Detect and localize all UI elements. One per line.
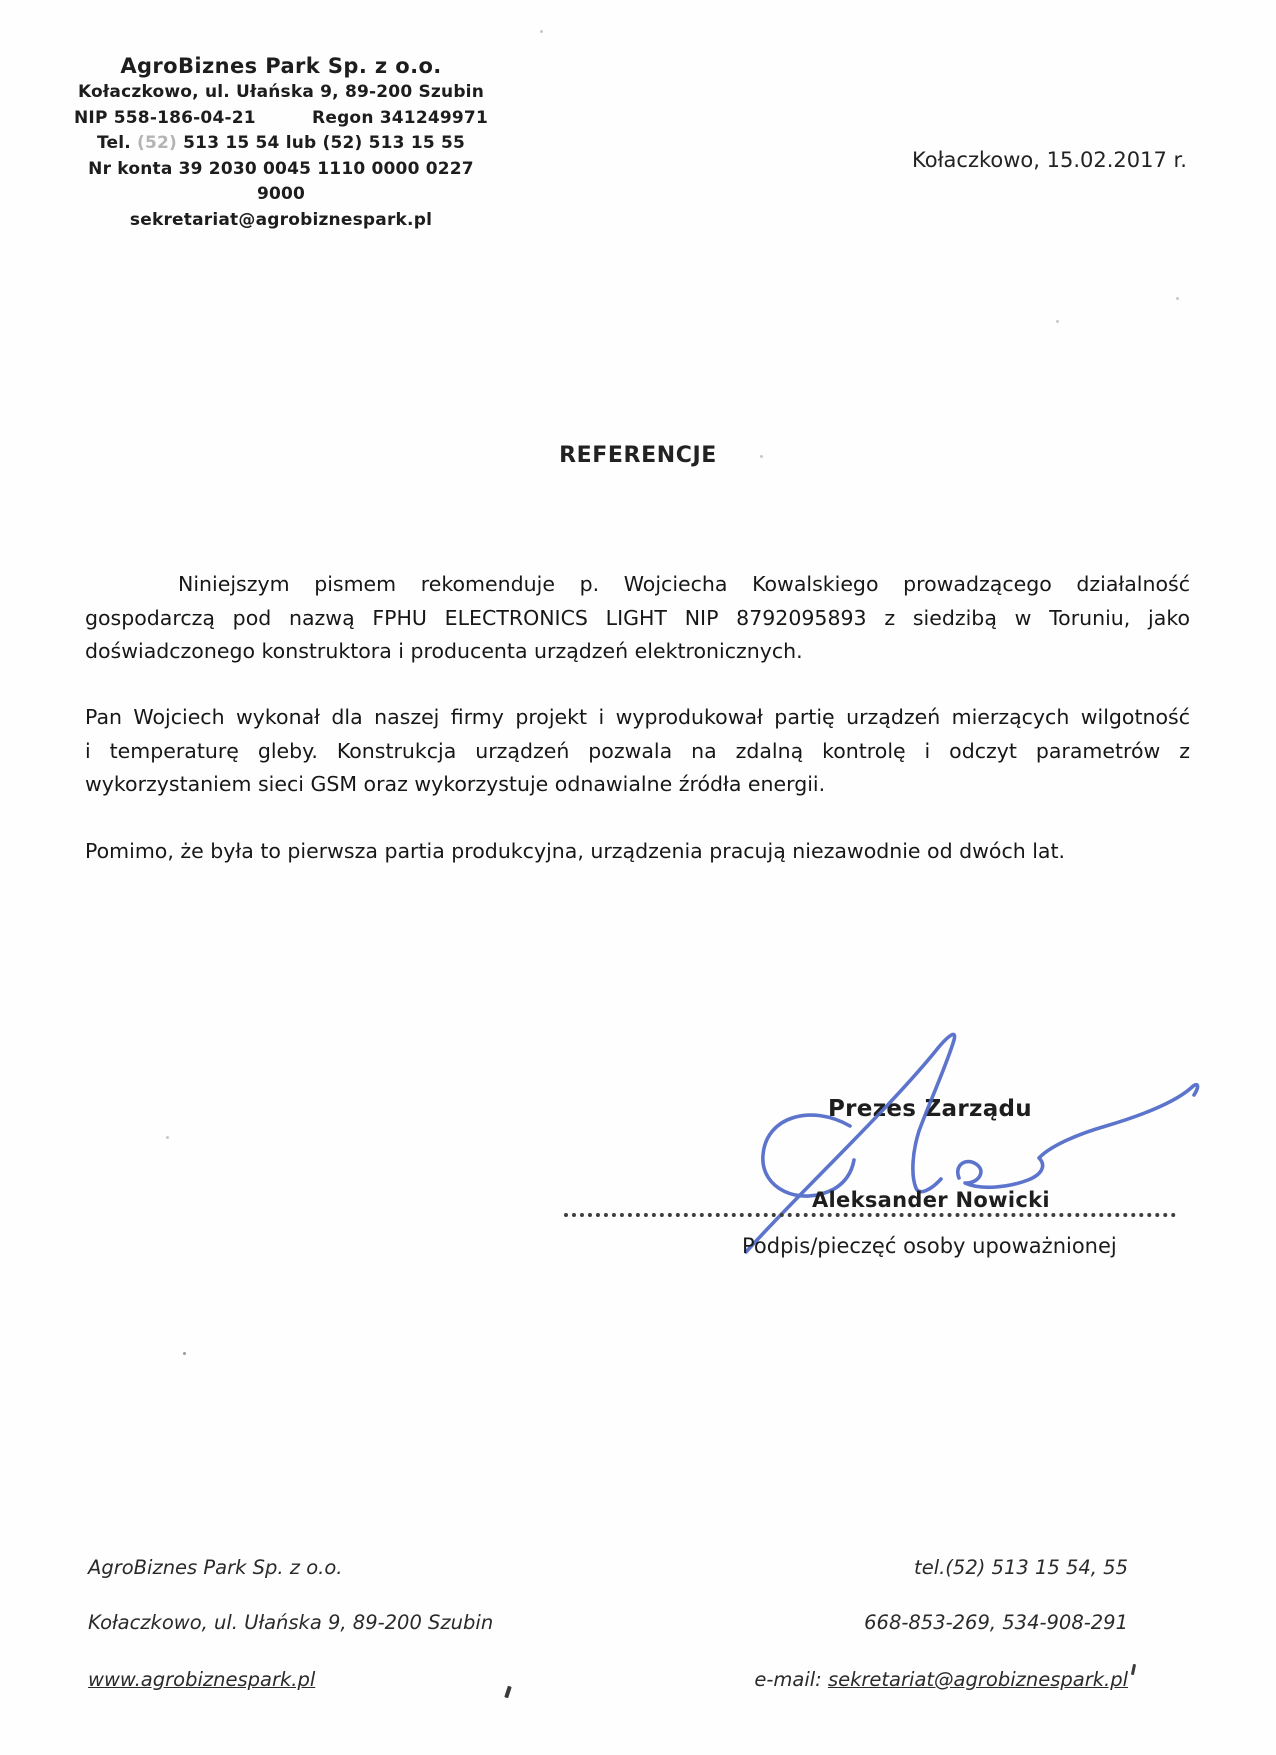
footer-email — [754, 1668, 1128, 1691]
stamp-email: sekretariat@agrobiznespark.pl — [129, 209, 433, 230]
paragraph-line: i temperaturę gleby. Konstrukcja urządzeń pozwala na zdalną kontrolę i odczyt parametrów z — [85, 738, 1190, 763]
paragraph-line: Pomimo, że była to pierwsza partia produkcyjna, urządzenia pracują niezawodnie od dwóch lat. — [85, 839, 1066, 863]
footer-address: Kołaczkowo, ul. Ułańska 9, 89-200 Szubin — [88, 1611, 494, 1634]
scan-speck — [540, 30, 543, 33]
paragraph-line: Niniejszym pismem rekomenduje p. Wojciecha Kowalskiego prowadzącego działalność — [178, 572, 1190, 596]
scan-artifact-mark — [504, 1686, 512, 1699]
signature-name-stamp: Aleksander Nowicki — [812, 1188, 1050, 1212]
signature-caption: Podpis/pieczęć osoby upoważnionej — [742, 1234, 1117, 1258]
letterhead-stamp — [72, 52, 490, 233]
body-paragraph-1 — [85, 568, 1190, 669]
paragraph-line: doświadczonego konstruktora i producenta urządzeń elektronicznych. — [85, 639, 803, 663]
footer-website-link: www.agrobiznespark.pl — [88, 1668, 316, 1691]
scan-speck — [1056, 320, 1059, 323]
scan-speck — [166, 1136, 169, 1139]
stamp-nip-regon-row — [72, 106, 490, 132]
date-line: Kołaczkowo, 15.02.2017 r. — [912, 148, 1187, 172]
paragraph-line: Pan Wojciech wykonał dla naszej firmy projekt i wyprodukował partię urządzeń mierzących wilgotność — [85, 705, 1190, 729]
scan-artifact-mark — [1131, 1664, 1136, 1675]
body-paragraph-2 — [85, 701, 1190, 802]
footer-company: AgroBiznes Park Sp. z o.o. — [88, 1556, 343, 1579]
paragraph-line: wykorzystaniem sieci GSM oraz wykorzystuje odnawialne źródła energii. — [85, 772, 826, 796]
stamp-regon: Regon 341249971 — [312, 107, 488, 128]
footer-mobile-numbers: 668-853-269, 534-908-291 — [864, 1611, 1128, 1634]
footer-email-link: sekretariat@agrobiznespark.pl — [827, 1668, 1128, 1691]
stamp-nip: NIP 558-186-04-21 — [74, 107, 256, 128]
footer-email-label: e-mail: — [754, 1668, 828, 1691]
signature-stroke-slash — [746, 1035, 955, 1252]
paragraph-line: gospodarczą pod nazwą FPHU ELECTRONICS LIGHT NIP 8792095893 z siedzibą w Toruniu, jako — [85, 605, 1190, 630]
handwritten-signature-ink — [560, 1018, 1220, 1268]
stamp-phone-faded-part: (52) — [137, 133, 178, 153]
signature-stroke-oval — [763, 1115, 854, 1196]
stamp-bank-account: Nr konta 39 2030 0045 1110 0000 0227 9000 — [88, 158, 474, 204]
stamp-phone: Tel. (52) 513 15 54 lub (52) 513 15 55 — [96, 133, 466, 153]
stamp-company-name: AgroBiznes Park Sp. z o.o. — [120, 54, 442, 78]
scan-speck — [1176, 297, 1179, 300]
stamp-address: Kołaczkowo, ul. Ułańska 9, 89-200 Szubin — [77, 82, 485, 102]
document-title: REFERENCJE — [559, 443, 717, 468]
scan-speck — [183, 1352, 186, 1355]
scan-speck — [760, 455, 763, 458]
signature-dotted-line — [564, 1213, 1176, 1217]
body-paragraph-3 — [85, 835, 1190, 869]
signature-role-stamp: Prezes Zarządu — [828, 1096, 1032, 1122]
footer-phone: tel.(52) 513 15 54, 55 — [914, 1556, 1128, 1579]
